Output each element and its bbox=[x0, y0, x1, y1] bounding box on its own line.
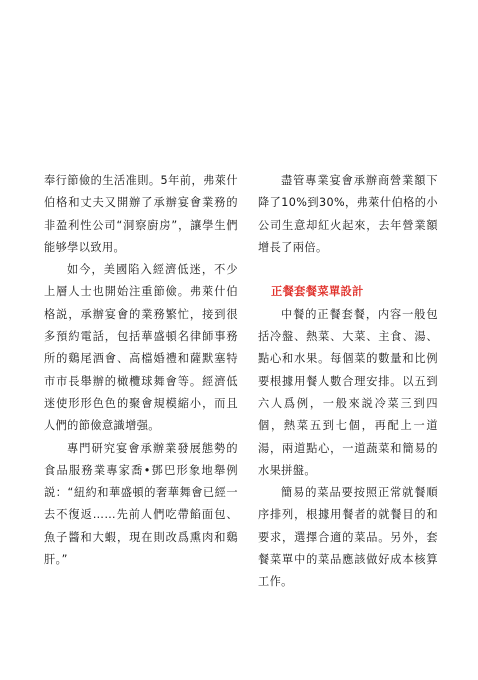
right-column bbox=[258, 170, 438, 594]
paragraph-economy: 如今，美國陷入經濟低迷，不少上層人士也開始注重節儉。弗萊什伯格説，承辦宴會的業務繁忙，接到很多預約電話，包括華盛頓名律師事務所的鷄尾酒會、高檔婚禮和薩默塞特市市長舉辦的橄欖球舞會等。經濟低迷使形形色色的聚會規模縮小，而且人們的節儉意識增强。 bbox=[44, 263, 238, 433]
section-spacer bbox=[258, 259, 438, 281]
paragraph-menu-order: 簡易的菜品要按照正常就餐順序排列，根據用餐者的就餐目的和要求，選擇合適的菜品。另外，套餐菜單中的菜品應該做好成本核算工作。 bbox=[258, 486, 438, 589]
left-column bbox=[44, 170, 238, 571]
paragraph-opening: 奉行節儉的生活准則。5年前，弗萊什伯格和丈夫又開辦了承辦宴會業務的非盈利性公司“洞察廚房”，讓學生們能够學以致用。 bbox=[44, 174, 238, 254]
paragraph-revenue: 盡管專業宴會承辦商營業額下降了10%到30%，弗萊什伯格的小公司生意却紅火起來，去年營業額增長了兩倍。 bbox=[258, 174, 438, 254]
paragraph-menu-content: 中餐的正餐套餐，内容一般包括冷盤、熱菜、大菜、主食、湯、點心和水果。每個菜的數量和比例要根據用餐人數合理安排。以五到六人爲例，一般來説冷菜三到四個，熱菜五到七個，再配上一道湯，兩道點心，一道蔬菜和簡易的水果拼盤。 bbox=[258, 307, 438, 477]
paragraph-expert-quote: 專門研究宴會承辦業發展態勢的食品服務業專家喬•鄧巴形象地舉例説：“紐約和華盛頓的奢華舞會已經一去不復返……先前人們吃帶餡面包、魚子醬和大蝦，現在則改爲熏肉和鷄肝。” bbox=[44, 441, 238, 567]
section-heading: 正餐套餐菜單設計 bbox=[271, 285, 364, 299]
